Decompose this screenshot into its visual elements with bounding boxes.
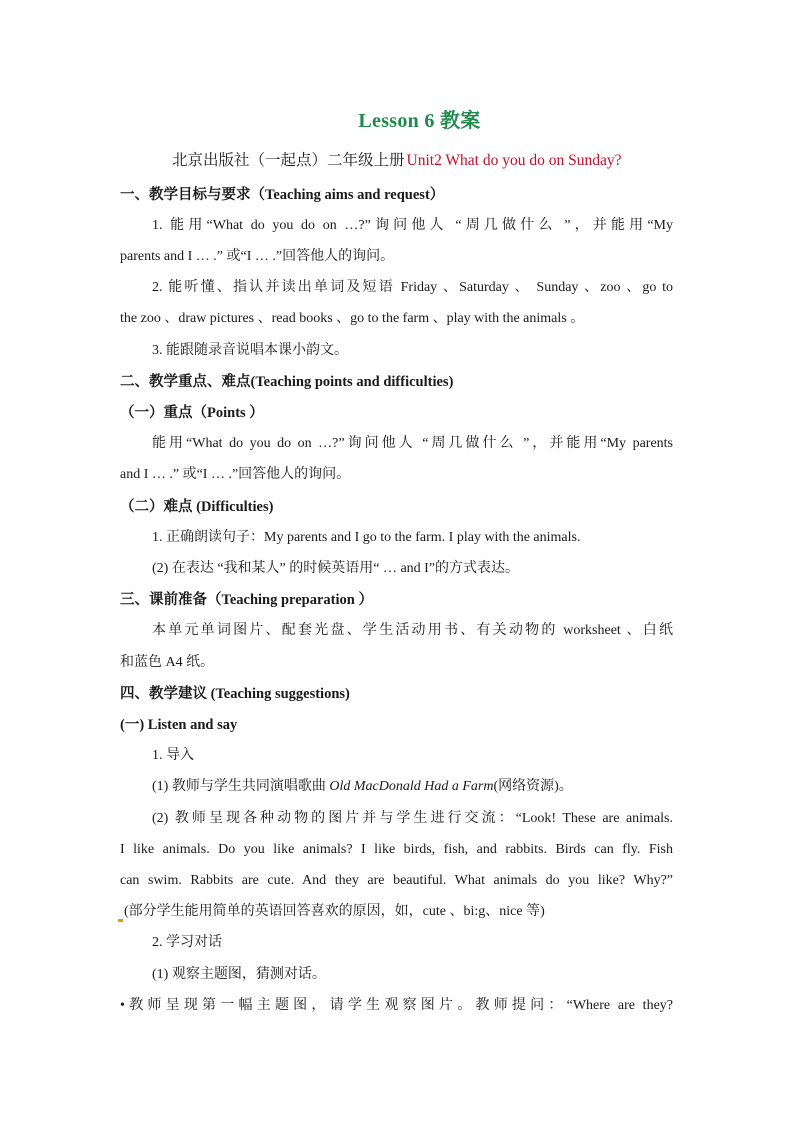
aim-2-line-1: 2. 能听懂、指认并读出单词及短语 Friday 、Saturday 、 Sunday 、zoo 、go to <box>152 280 673 295</box>
step-1-item-1: (1) 教师与学生共同演唱歌曲 Old MacDonald Had a Farm(网络资源)。 <box>152 779 573 794</box>
preparation-line-1: 本单元单词图片、配套光盘、学生活动用书、有关动物的 worksheet 、白纸 <box>152 623 673 638</box>
aim-3: 3. 能跟随录音说唱本课小韵文。 <box>152 343 348 358</box>
points-line-1: 能用“What do you do on …?”询问他人 “周几做什么 ”，并能用“My parents <box>152 436 673 451</box>
subtitle-publisher: 北京出版社（一起点）二年级上册 <box>172 152 405 169</box>
aim-1-line-1: 1. 能用“What do you do on …?”询问他人 “周几做什么 ”，并能用“My <box>152 218 673 233</box>
step-1-item-2-line-3: can swim. Rabbits are cute. And they are beautiful. What animals do you like? Why?” <box>120 873 673 888</box>
preparation-line-2: 和蓝色 A4 纸。 <box>120 655 215 670</box>
aim-1-line-2: parents and I … .” 或“I … .”回答他人的询问。 <box>120 249 395 264</box>
subheading-listen-and-say: (一) Listen and say <box>120 717 238 733</box>
difficulty-2: (2) 在表达 “我和某人” 的时候英语用“ … and I”的方式表达。 <box>152 561 520 576</box>
aim-2-line-2: the zoo 、draw pictures 、read books 、go to the farm 、play with the animals 。 <box>120 311 585 326</box>
points-line-2: and I … .” 或“I … .”回答他人的询问。 <box>120 467 351 482</box>
subheading-difficulties: （二）难点 (Difficulties) <box>120 499 274 515</box>
section-heading-points: 二、教学重点、难点(Teaching points and difficulties) <box>120 374 454 390</box>
step-1-lead-in: 1. 导入 <box>152 748 194 763</box>
step-1-item-2-line-2: I like animals. Do you like animals? I like birds, fish, and rabbits. Birds can fly. Fish <box>120 842 673 857</box>
section-heading-preparation: 三、课前准备（Teaching preparation ） <box>120 592 373 608</box>
song-title: Old MacDonald Had a Farm <box>329 779 494 794</box>
step-2-item-2: •教师呈现第一幅主题图，请学生观察图片。教师提问：“Where are they? <box>120 998 673 1013</box>
step-2-dialogue: 2. 学习对话 <box>152 935 222 950</box>
step-1-item-2-line-4: (部分学生能用简单的英语回答喜欢的原因，如，cute 、bi:g、nice 等) <box>124 904 545 919</box>
section-heading-aims: 一、教学目标与要求（Teaching aims and request） <box>120 187 445 203</box>
margin-marker <box>118 919 123 922</box>
step-1-item-2-line-1: (2) 教师呈现各种动物的图片并与学生进行交流：“Look! These are animals. <box>152 811 673 826</box>
section-heading-suggestions: 四、教学建议 (Teaching suggestions) <box>120 686 350 702</box>
difficulty-1: 1. 正确朗读句子：My parents and I go to the farm. I play with the animals. <box>152 530 581 545</box>
subheading-points: （一）重点（Points ） <box>120 405 264 421</box>
page-subtitle <box>172 148 622 170</box>
subtitle-unit: Unit2 What do you do on Sunday? <box>406 152 622 169</box>
step-2-item-1: (1) 观察主题图，猜测对话。 <box>152 967 326 982</box>
page-title: Lesson 6 教案 <box>358 110 481 132</box>
